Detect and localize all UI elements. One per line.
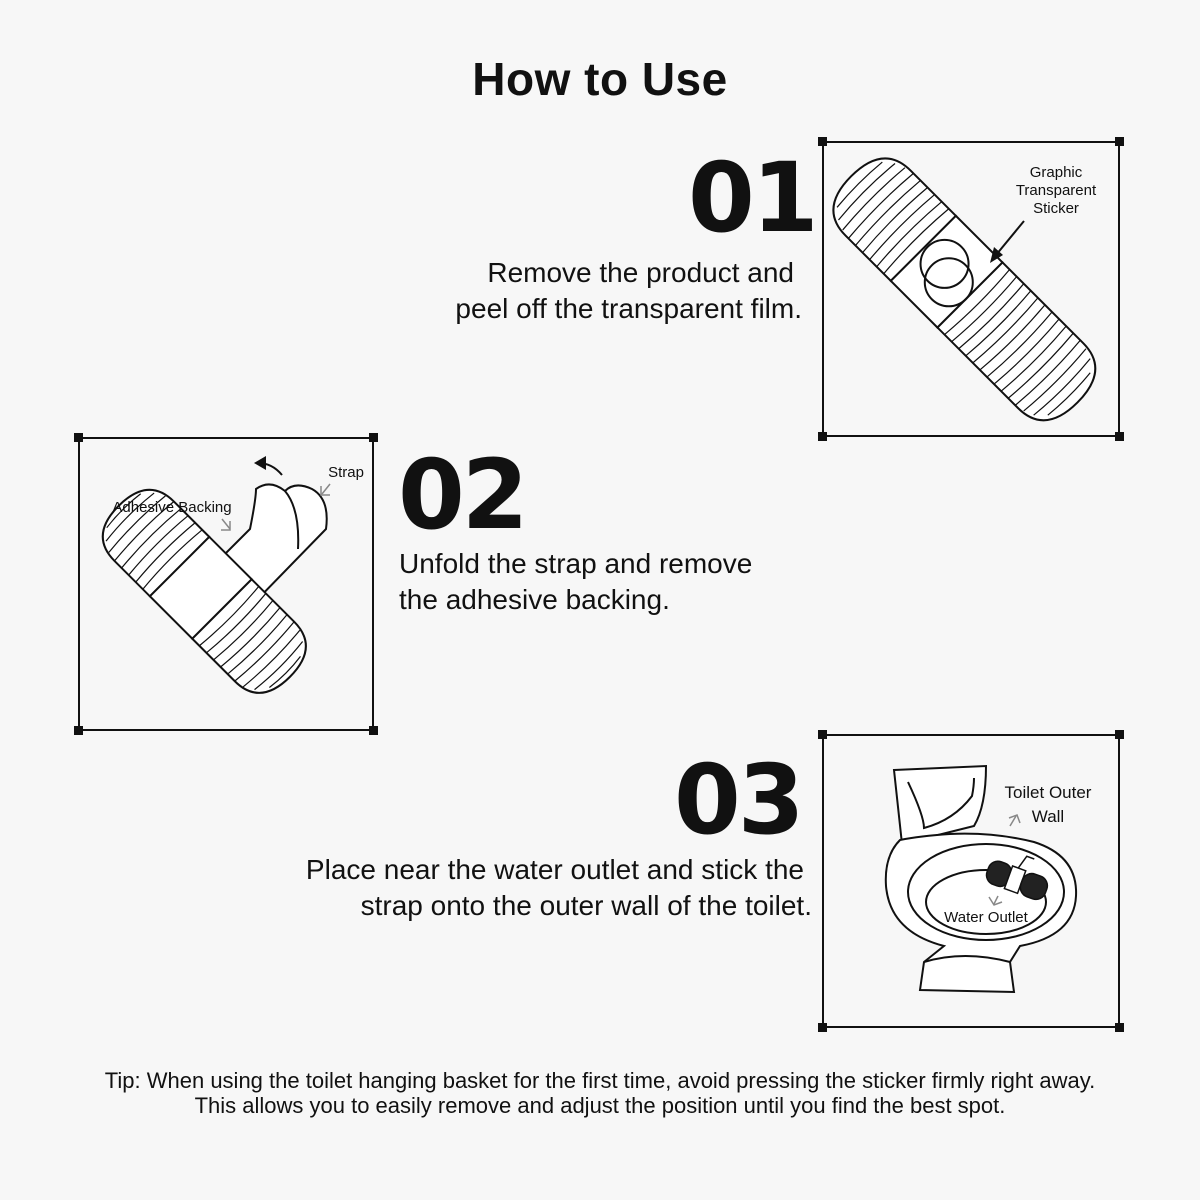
sticker-label-line-3: Sticker: [1033, 200, 1079, 217]
step-3-description: [262, 852, 812, 924]
tip-line-1: Tip: When using the toilet hanging basket for the first time, avoid pressing the sticker firmly right away.: [104, 1068, 1096, 1093]
basket-with-sticker-drawing: [824, 143, 1118, 435]
step-3-number: 03: [674, 744, 802, 856]
tip-line-2: This allows you to easily remove and adjust the position until you find the best spot.: [194, 1093, 1006, 1118]
water-outlet-label: Water Outlet: [944, 909, 1028, 926]
step-2-number: 02: [398, 439, 526, 551]
step-1-description: [402, 255, 802, 327]
step-3-illustration: [822, 734, 1120, 1028]
toilet-outer-wall-label-line-1: Toilet Outer: [1004, 783, 1092, 802]
toilet-drawing: [824, 736, 1118, 1026]
step-1-illustration: [822, 141, 1120, 437]
step-3-line-1: Place near the water outlet and stick the: [305, 854, 804, 885]
adhesive-backing-label: Adhesive Backing: [112, 499, 232, 516]
step-3-line-2: strap onto the outer wall of the toilet.: [360, 890, 812, 921]
step-1-line-1: Remove the product and: [487, 257, 794, 288]
step-1-number: 01: [688, 142, 816, 254]
sticker-arrow-icon: [996, 221, 1024, 255]
sticker-label-line-1: Graphic: [1029, 164, 1083, 181]
page-title: How to Use: [472, 53, 728, 105]
strap-arrow-icon: [321, 484, 330, 495]
step-2-line-1: Unfold the strap and remove: [399, 548, 753, 579]
step-2-illustration: [78, 437, 374, 731]
tip-text: [0, 1068, 1200, 1118]
toilet-outer-wall-label-line-2: Wall: [1031, 807, 1065, 826]
sticker-label-line-2: Transparent: [1015, 182, 1097, 199]
strap-label: Strap: [328, 464, 364, 481]
step-2-description: [399, 546, 752, 618]
step-1-line-2: peel off the transparent film.: [455, 293, 802, 324]
step-2-line-2: the adhesive backing.: [399, 584, 670, 615]
basket-with-strap-drawing: [80, 439, 372, 729]
